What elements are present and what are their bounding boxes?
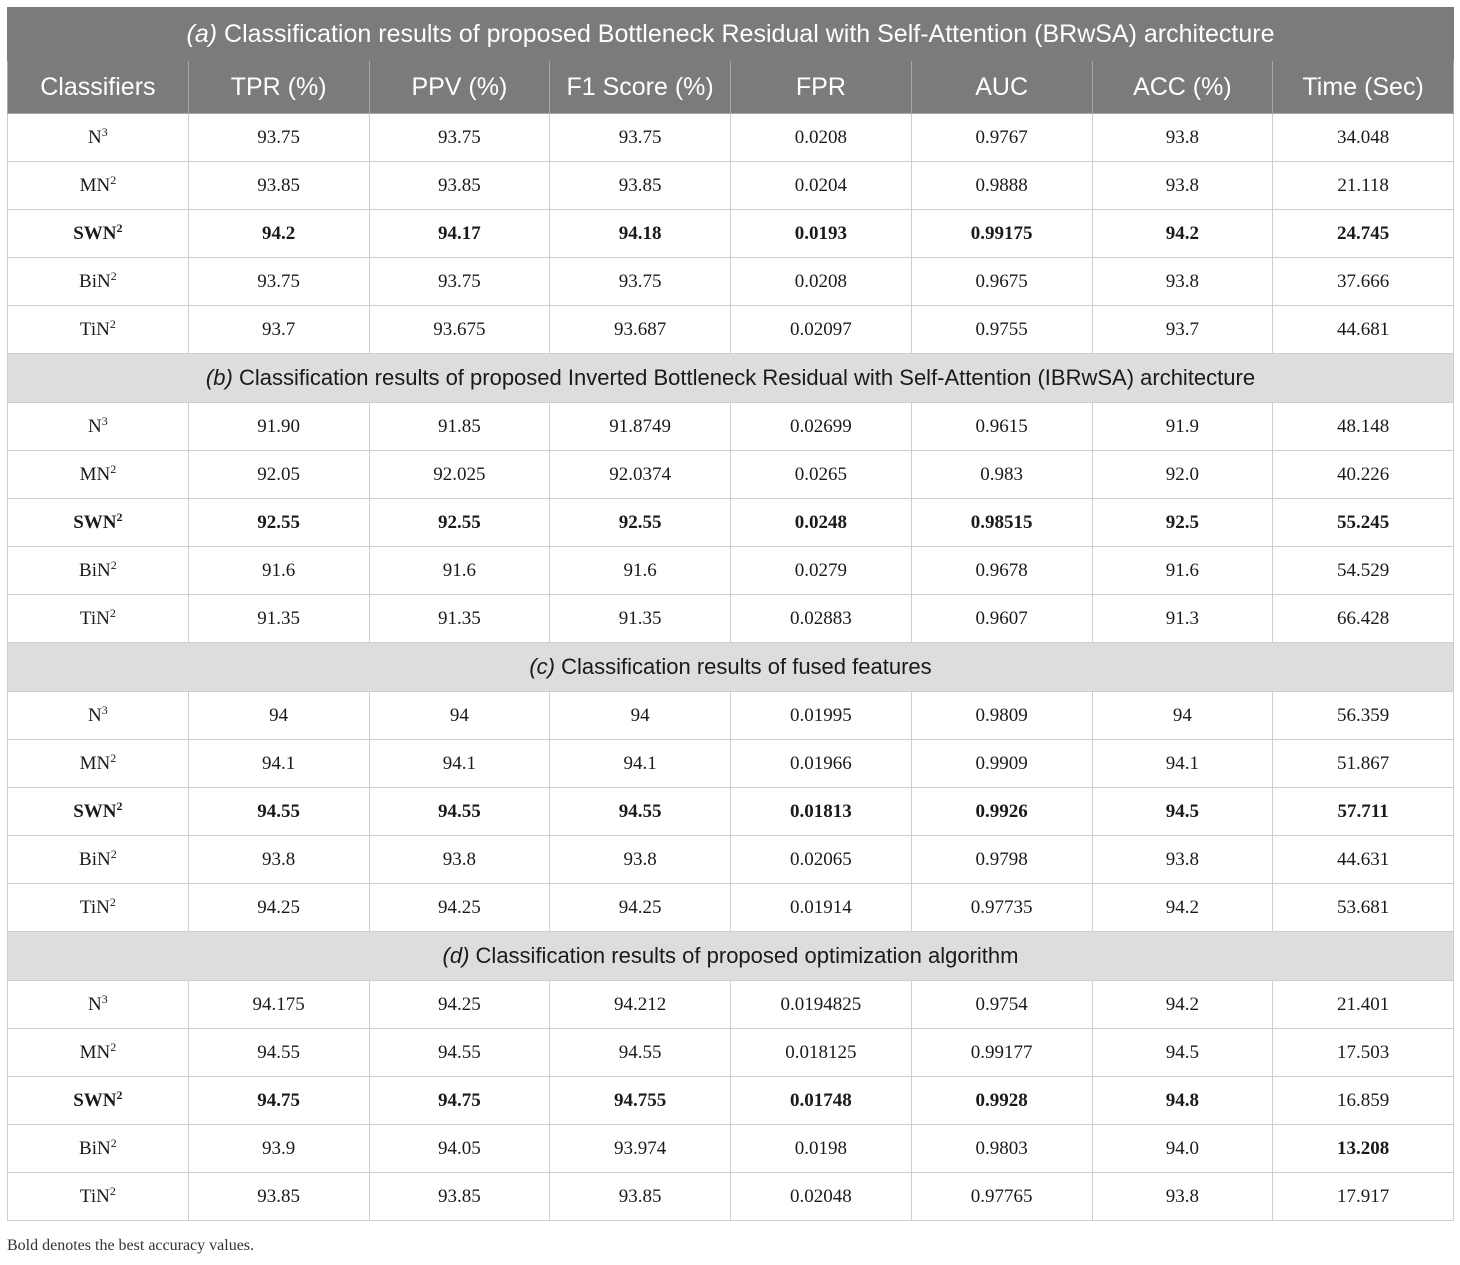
acc-cell: 93.8 (1092, 1173, 1273, 1221)
time-cell: 24.745 (1273, 210, 1454, 258)
tpr-cell: 93.75 (188, 258, 369, 306)
section-text: Classification results of proposed optimization algorithm (475, 943, 1019, 968)
time-cell: 56.359 (1273, 692, 1454, 740)
acc-cell: 91.9 (1092, 403, 1273, 451)
auc-cell: 0.9928 (911, 1077, 1092, 1125)
auc-cell: 0.99177 (911, 1029, 1092, 1077)
fpr-cell: 0.02048 (731, 1173, 912, 1221)
table-row (8, 547, 1454, 595)
time-cell: 40.226 (1273, 451, 1454, 499)
tpr-cell: 93.7 (188, 306, 369, 354)
auc-cell: 0.9615 (911, 403, 1092, 451)
tpr-cell: 94.55 (188, 1029, 369, 1077)
table-row-best (8, 499, 1454, 547)
classifier-cell: $MN^2$ (8, 740, 189, 788)
ppv-cell: 93.85 (369, 162, 550, 210)
acc-cell: 94.8 (1092, 1077, 1273, 1125)
auc-cell: 0.9809 (911, 692, 1092, 740)
time-cell: 51.867 (1273, 740, 1454, 788)
f1-cell: 93.687 (550, 306, 731, 354)
time-cell: 48.148 (1273, 403, 1454, 451)
f1-cell: 93.75 (550, 114, 731, 162)
tpr-cell: 93.8 (188, 836, 369, 884)
ppv-cell: 94.55 (369, 788, 550, 836)
auc-cell: 0.9754 (911, 981, 1092, 1029)
time-cell: 34.048 (1273, 114, 1454, 162)
time-cell: 37.666 (1273, 258, 1454, 306)
tpr-cell: 93.75 (188, 114, 369, 162)
time-cell: 53.681 (1273, 884, 1454, 932)
ppv-cell: 94.55 (369, 1029, 550, 1077)
table-row (8, 692, 1454, 740)
section-header-row (8, 932, 1454, 981)
classifier-cell: $N^3$ (8, 403, 189, 451)
section-label: (d) (442, 943, 470, 968)
section-title (8, 932, 1454, 981)
classifier-cell: BiN$^2$ (8, 258, 189, 306)
tpr-cell: 93.85 (188, 162, 369, 210)
table-row (8, 740, 1454, 788)
fpr-cell: 0.02065 (731, 836, 912, 884)
classifier-cell: $MN^2$ (8, 451, 189, 499)
classifier-cell: $N^3$ (8, 981, 189, 1029)
auc-cell: 0.9767 (911, 114, 1092, 162)
table-row (8, 981, 1454, 1029)
fpr-cell: 0.0194825 (731, 981, 912, 1029)
time-cell: 55.245 (1273, 499, 1454, 547)
table-row-best (8, 1077, 1454, 1125)
acc-cell: 94.2 (1092, 981, 1273, 1029)
time-cell: 17.503 (1273, 1029, 1454, 1077)
time-cell: 17.917 (1273, 1173, 1454, 1221)
classifier-cell: SWN$^2$ (8, 210, 189, 258)
classifier-cell: BiN$^2$ (8, 836, 189, 884)
acc-cell: 91.3 (1092, 595, 1273, 643)
acc-cell: 94.2 (1092, 210, 1273, 258)
auc-cell: 0.98515 (911, 499, 1092, 547)
tpr-cell: 94.75 (188, 1077, 369, 1125)
table-row-best (8, 210, 1454, 258)
acc-cell: 93.8 (1092, 114, 1273, 162)
acc-cell: 93.8 (1092, 162, 1273, 210)
ppv-cell: 93.75 (369, 114, 550, 162)
table-row (8, 403, 1454, 451)
fpr-cell: 0.01813 (731, 788, 912, 836)
fpr-cell: 0.02883 (731, 595, 912, 643)
table-row (8, 1029, 1454, 1077)
f1-cell: 94.212 (550, 981, 731, 1029)
fpr-cell: 0.02699 (731, 403, 912, 451)
results-table (7, 7, 1454, 1221)
time-cell: 66.428 (1273, 595, 1454, 643)
table-row (8, 451, 1454, 499)
table-row (8, 1173, 1454, 1221)
time-cell: 57.711 (1273, 788, 1454, 836)
acc-cell: 94.5 (1092, 1029, 1273, 1077)
f1-cell: 94.55 (550, 788, 731, 836)
auc-cell: 0.983 (911, 451, 1092, 499)
tpr-cell: 91.6 (188, 547, 369, 595)
acc-cell: 94.5 (1092, 788, 1273, 836)
tpr-cell: 91.35 (188, 595, 369, 643)
ppv-cell: 92.025 (369, 451, 550, 499)
classifier-cell: TiN$^2$ (8, 884, 189, 932)
col-header-f1: F1 Score (%) (550, 61, 731, 114)
tpr-cell: 94.1 (188, 740, 369, 788)
auc-cell: 0.9607 (911, 595, 1092, 643)
time-cell: 44.681 (1273, 306, 1454, 354)
fpr-cell: 0.018125 (731, 1029, 912, 1077)
table-row-best (8, 788, 1454, 836)
time-cell: 54.529 (1273, 547, 1454, 595)
auc-cell: 0.9678 (911, 547, 1092, 595)
fpr-cell: 0.02097 (731, 306, 912, 354)
ppv-cell: 94.1 (369, 740, 550, 788)
tpr-cell: 94.175 (188, 981, 369, 1029)
acc-cell: 91.6 (1092, 547, 1273, 595)
ppv-cell: 93.75 (369, 258, 550, 306)
fpr-cell: 0.0193 (731, 210, 912, 258)
ppv-cell: 91.6 (369, 547, 550, 595)
auc-cell: 0.9675 (911, 258, 1092, 306)
tpr-cell: 91.90 (188, 403, 369, 451)
time-cell: 44.631 (1273, 836, 1454, 884)
time-cell: 13.208 (1273, 1125, 1454, 1173)
table-title-text: Classification results of proposed Bottleneck Residual with Self-Attention (BRwSA) architecture (224, 19, 1275, 48)
f1-cell: 93.85 (550, 162, 731, 210)
acc-cell: 94.0 (1092, 1125, 1273, 1173)
f1-cell: 93.75 (550, 258, 731, 306)
time-cell: 16.859 (1273, 1077, 1454, 1125)
auc-cell: 0.9803 (911, 1125, 1092, 1173)
f1-cell: 92.55 (550, 499, 731, 547)
ppv-cell: 94.75 (369, 1077, 550, 1125)
table-row (8, 595, 1454, 643)
fpr-cell: 0.0208 (731, 258, 912, 306)
fpr-cell: 0.0265 (731, 451, 912, 499)
ppv-cell: 94.05 (369, 1125, 550, 1173)
col-header-time: Time (Sec) (1273, 61, 1454, 114)
table-footnote: Bold denotes the best accuracy values. (7, 1237, 255, 1254)
classifier-cell: SWN$^2$ (8, 788, 189, 836)
f1-cell: 92.0374 (550, 451, 731, 499)
ppv-cell: 94.25 (369, 884, 550, 932)
table-row (8, 114, 1454, 162)
table-row (8, 162, 1454, 210)
tpr-cell: 94.25 (188, 884, 369, 932)
acc-cell: 93.7 (1092, 306, 1273, 354)
ppv-cell: 93.85 (369, 1173, 550, 1221)
col-header-ppv: PPV (%) (369, 61, 550, 114)
table-row (8, 258, 1454, 306)
classifier-cell: SWN$^2$ (8, 1077, 189, 1125)
table-row (8, 306, 1454, 354)
tpr-cell: 93.85 (188, 1173, 369, 1221)
classifier-cell: $MN^2$ (8, 162, 189, 210)
acc-cell: 93.8 (1092, 258, 1273, 306)
tpr-cell: 93.9 (188, 1125, 369, 1173)
tpr-cell: 94.2 (188, 210, 369, 258)
f1-cell: 94.755 (550, 1077, 731, 1125)
section-title (8, 643, 1454, 692)
auc-cell: 0.9926 (911, 788, 1092, 836)
f1-cell: 91.35 (550, 595, 731, 643)
fpr-cell: 0.01748 (731, 1077, 912, 1125)
section-label: (b) (205, 365, 233, 390)
acc-cell: 92.5 (1092, 499, 1273, 547)
classifier-cell: BiN$^2$ (8, 547, 189, 595)
auc-cell: 0.99175 (911, 210, 1092, 258)
fpr-cell: 0.0198 (731, 1125, 912, 1173)
classifier-cell: $MN^2$ (8, 1029, 189, 1077)
section-header-row (8, 354, 1454, 403)
results-table-container (7, 7, 1453, 1221)
classifier-cell: $N^3$ (8, 692, 189, 740)
tpr-cell: 94 (188, 692, 369, 740)
tpr-cell: 94.55 (188, 788, 369, 836)
ppv-cell: 92.55 (369, 499, 550, 547)
classifier-cell: TiN$^2$ (8, 1173, 189, 1221)
ppv-cell: 91.85 (369, 403, 550, 451)
fpr-cell: 0.01914 (731, 884, 912, 932)
ppv-cell: 93.675 (369, 306, 550, 354)
fpr-cell: 0.0279 (731, 547, 912, 595)
acc-cell: 94 (1092, 692, 1273, 740)
table-row (8, 1125, 1454, 1173)
col-header-tpr: TPR (%) (188, 61, 369, 114)
ppv-cell: 93.8 (369, 836, 550, 884)
section-text: Classification results of fused features (561, 654, 932, 679)
col-header-fpr: FPR (731, 61, 912, 114)
auc-cell: 0.97765 (911, 1173, 1092, 1221)
table-row (8, 836, 1454, 884)
auc-cell: 0.9888 (911, 162, 1092, 210)
acc-cell: 93.8 (1092, 836, 1273, 884)
classifier-cell: SWN$^2$ (8, 499, 189, 547)
time-cell: 21.118 (1273, 162, 1454, 210)
section-title (8, 354, 1454, 403)
table-title (8, 8, 1454, 61)
auc-cell: 0.9755 (911, 306, 1092, 354)
fpr-cell: 0.01966 (731, 740, 912, 788)
acc-cell: 92.0 (1092, 451, 1273, 499)
table-title-label: (a) (186, 19, 218, 48)
time-cell: 21.401 (1273, 981, 1454, 1029)
f1-cell: 93.8 (550, 836, 731, 884)
classifier-cell: TiN$^2$ (8, 595, 189, 643)
table-title-row (8, 8, 1454, 61)
col-header-classifiers: Classifiers (8, 61, 189, 114)
section-label: (c) (529, 654, 555, 679)
column-header-row (8, 61, 1454, 114)
col-header-acc: ACC (%) (1092, 61, 1273, 114)
tpr-cell: 92.55 (188, 499, 369, 547)
table-row (8, 884, 1454, 932)
acc-cell: 94.1 (1092, 740, 1273, 788)
fpr-cell: 0.0204 (731, 162, 912, 210)
f1-cell: 94.25 (550, 884, 731, 932)
ppv-cell: 91.35 (369, 595, 550, 643)
classifier-cell: BiN$^2$ (8, 1125, 189, 1173)
fpr-cell: 0.0208 (731, 114, 912, 162)
f1-cell: 93.974 (550, 1125, 731, 1173)
ppv-cell: 94 (369, 692, 550, 740)
auc-cell: 0.97735 (911, 884, 1092, 932)
acc-cell: 94.2 (1092, 884, 1273, 932)
ppv-cell: 94.25 (369, 981, 550, 1029)
f1-cell: 94 (550, 692, 731, 740)
fpr-cell: 0.0248 (731, 499, 912, 547)
f1-cell: 91.8749 (550, 403, 731, 451)
f1-cell: 94.1 (550, 740, 731, 788)
col-header-auc: AUC (911, 61, 1092, 114)
f1-cell: 91.6 (550, 547, 731, 595)
auc-cell: 0.9909 (911, 740, 1092, 788)
section-header-row (8, 643, 1454, 692)
classifier-cell: $N^3$ (8, 114, 189, 162)
f1-cell: 94.18 (550, 210, 731, 258)
section-text: Classification results of proposed Inverted Bottleneck Residual with Self-Attention (IBRwSA) architecture (238, 365, 1256, 390)
fpr-cell: 0.01995 (731, 692, 912, 740)
classifier-cell: TiN$^2$ (8, 306, 189, 354)
auc-cell: 0.9798 (911, 836, 1092, 884)
f1-cell: 94.55 (550, 1029, 731, 1077)
f1-cell: 93.85 (550, 1173, 731, 1221)
ppv-cell: 94.17 (369, 210, 550, 258)
tpr-cell: 92.05 (188, 451, 369, 499)
